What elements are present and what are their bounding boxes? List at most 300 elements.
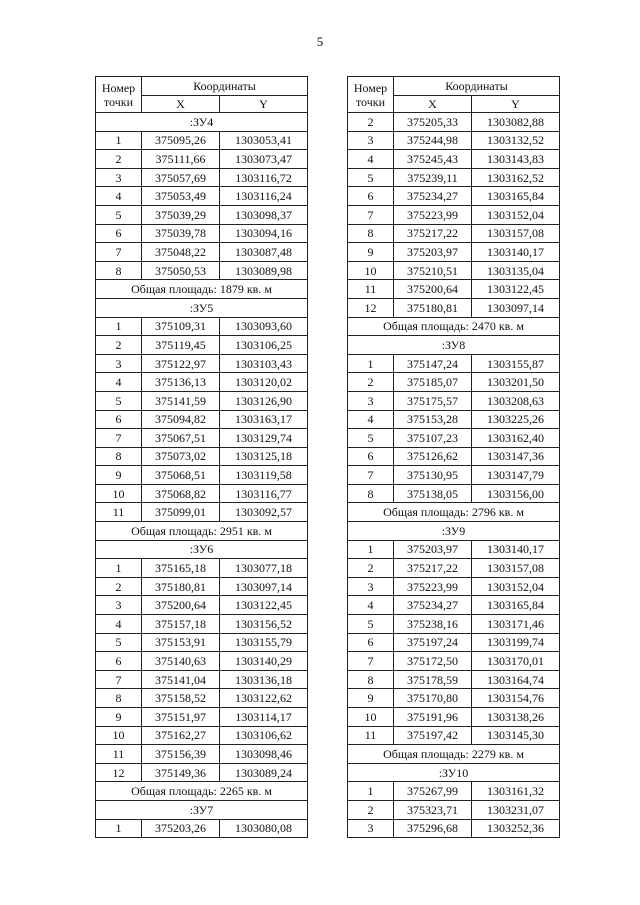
table-row [96, 577, 308, 596]
table-row [348, 410, 560, 429]
section-row [348, 336, 560, 355]
total-area-label: Общая площадь: 2951 кв. м [96, 522, 308, 541]
table-row [348, 113, 560, 132]
x-coordinate-cell: 375130,95 [394, 466, 472, 485]
point-number-cell: 12 [348, 298, 394, 317]
table-row [348, 447, 560, 466]
page-number: 5 [316, 34, 324, 49]
total-area-label: Общая площадь: 1879 кв. м [96, 280, 308, 299]
table-row [96, 726, 308, 745]
table-row [348, 429, 560, 448]
section-label: :ЗУ7 [96, 800, 308, 819]
table-row [96, 131, 308, 150]
y-coordinate-cell: 1303136,18 [220, 670, 308, 689]
y-coordinate-cell: 1303116,77 [220, 484, 308, 503]
y-coordinate-cell: 1303157,08 [472, 559, 560, 578]
x-coordinate-cell: 375185,07 [394, 373, 472, 392]
point-number-cell: 5 [96, 205, 142, 224]
y-coordinate-cell: 1303199,74 [472, 633, 560, 652]
x-coordinate-cell: 375149,36 [142, 763, 220, 782]
table-row [96, 410, 308, 429]
x-coordinate-cell: 375151,97 [142, 708, 220, 727]
x-coordinate-cell: 375107,23 [394, 429, 472, 448]
table-row [348, 819, 560, 838]
point-number-cell: 3 [96, 354, 142, 373]
table-row [96, 317, 308, 336]
table-row [96, 503, 308, 522]
y-coordinate-cell: 1303171,46 [472, 615, 560, 634]
y-coordinate-cell: 1303092,57 [220, 503, 308, 522]
y-coordinate-cell: 1303120,02 [220, 373, 308, 392]
point-number-cell: 5 [348, 168, 394, 187]
table-row [96, 224, 308, 243]
point-number-cell: 6 [348, 633, 394, 652]
point-number-cell: 9 [348, 243, 394, 262]
table-row [348, 280, 560, 299]
y-coordinate-cell: 1303155,79 [220, 633, 308, 652]
y-coordinate-cell: 1303122,45 [220, 596, 308, 615]
point-number-cell: 7 [96, 670, 142, 689]
point-number-cell: 4 [96, 615, 142, 634]
x-coordinate-cell: 375057,69 [142, 168, 220, 187]
table-row [96, 261, 308, 280]
point-number-cell: 4 [348, 596, 394, 615]
point-number-cell: 8 [348, 484, 394, 503]
table-row [96, 243, 308, 262]
x-coordinate-cell: 375197,24 [394, 633, 472, 652]
x-coordinate-cell: 375157,18 [142, 615, 220, 634]
point-number-cell: 2 [348, 373, 394, 392]
point-number-cell: 3 [348, 819, 394, 838]
point-number-cell: 7 [348, 205, 394, 224]
y-coordinate-cell: 1303155,87 [472, 354, 560, 373]
y-coordinate-cell: 1303098,46 [220, 745, 308, 764]
point-number-cell: 1 [96, 317, 142, 336]
x-coordinate-cell: 375153,91 [142, 633, 220, 652]
x-coordinate-cell: 375050,53 [142, 261, 220, 280]
point-number-cell: 10 [96, 484, 142, 503]
y-coordinate-cell: 1303122,62 [220, 689, 308, 708]
x-coordinate-cell: 375200,64 [142, 596, 220, 615]
y-coordinate-cell: 1303252,36 [472, 819, 560, 838]
table-row [96, 429, 308, 448]
point-number-cell: 6 [348, 447, 394, 466]
table-row [96, 652, 308, 671]
y-coordinate-cell: 1303162,52 [472, 168, 560, 187]
y-coordinate-cell: 1303129,74 [220, 429, 308, 448]
table-row [96, 150, 308, 169]
section-label: :ЗУ8 [348, 336, 560, 355]
y-coordinate-cell: 1303147,36 [472, 447, 560, 466]
point-number-cell: 2 [96, 150, 142, 169]
point-number-cell: 4 [96, 373, 142, 392]
point-number-cell: 5 [348, 429, 394, 448]
y-coordinate-cell: 1303147,79 [472, 466, 560, 485]
point-number-cell: 11 [96, 503, 142, 522]
y-coordinate-cell: 1303119,58 [220, 466, 308, 485]
point-number-cell: 6 [96, 652, 142, 671]
point-number-cell: 8 [348, 224, 394, 243]
table-body [348, 113, 560, 838]
table-row [348, 150, 560, 169]
x-coordinate-cell: 375153,28 [394, 410, 472, 429]
y-coordinate-cell: 1303163,17 [220, 410, 308, 429]
x-coordinate-cell: 375267,99 [394, 782, 472, 801]
point-number-cell: 5 [96, 391, 142, 410]
y-coordinate-cell: 1303140,17 [472, 540, 560, 559]
section-row [348, 763, 560, 782]
y-coordinate-cell: 1303077,18 [220, 559, 308, 578]
table-row [348, 615, 560, 634]
point-number-cell: 7 [348, 466, 394, 485]
x-coordinate-cell: 375053,49 [142, 187, 220, 206]
point-number-cell: 3 [96, 596, 142, 615]
x-coordinate-cell: 375197,42 [394, 726, 472, 745]
point-number-cell: 12 [96, 763, 142, 782]
y-coordinate-cell: 1303103,43 [220, 354, 308, 373]
total-area-row [348, 745, 560, 764]
x-coordinate-cell: 375245,43 [394, 150, 472, 169]
section-label: :ЗУ9 [348, 522, 560, 541]
table-row [348, 670, 560, 689]
point-number-cell: 6 [348, 187, 394, 206]
table-row [96, 596, 308, 615]
table-row [348, 708, 560, 727]
y-coordinate-cell: 1303231,07 [472, 800, 560, 819]
y-coordinate-cell: 1303162,40 [472, 429, 560, 448]
y-coordinate-cell: 1303208,63 [472, 391, 560, 410]
y-coordinate-cell: 1303087,48 [220, 243, 308, 262]
point-number-cell: 7 [96, 429, 142, 448]
x-coordinate-cell: 375203,97 [394, 243, 472, 262]
table-row [348, 577, 560, 596]
point-number-cell: 8 [348, 670, 394, 689]
point-number-header: Номер точки [96, 77, 142, 113]
x-coordinate-cell: 375203,26 [142, 819, 220, 838]
table-row [96, 205, 308, 224]
point-number-cell: 10 [348, 708, 394, 727]
y-coordinate-cell: 1303138,26 [472, 708, 560, 727]
point-number-cell: 11 [348, 726, 394, 745]
table-row [96, 391, 308, 410]
x-coordinate-cell: 375138,05 [394, 484, 472, 503]
table-row [96, 336, 308, 355]
y-header: Y [472, 96, 560, 113]
x-coordinate-cell: 375238,16 [394, 615, 472, 634]
y-coordinate-cell: 1303098,37 [220, 205, 308, 224]
section-label: :ЗУ4 [96, 113, 308, 132]
x-coordinate-cell: 375323,71 [394, 800, 472, 819]
x-coordinate-cell: 375217,22 [394, 559, 472, 578]
total-area-label: Общая площадь: 2279 кв. м [348, 745, 560, 764]
x-coordinate-cell: 375296,68 [394, 819, 472, 838]
y-coordinate-cell: 1303094,16 [220, 224, 308, 243]
y-coordinate-cell: 1303089,24 [220, 763, 308, 782]
x-header: X [142, 96, 220, 113]
y-coordinate-cell: 1303135,04 [472, 261, 560, 280]
point-number-cell: 11 [348, 280, 394, 299]
total-area-row [348, 317, 560, 336]
table-row [348, 596, 560, 615]
point-number-cell: 5 [96, 633, 142, 652]
coordinates-table-left [95, 76, 308, 838]
table-row [96, 745, 308, 764]
x-coordinate-cell: 375205,33 [394, 113, 472, 132]
table-row [96, 689, 308, 708]
table-row [348, 652, 560, 671]
point-number-cell: 4 [96, 187, 142, 206]
table-row [348, 298, 560, 317]
y-coordinate-cell: 1303156,52 [220, 615, 308, 634]
x-coordinate-cell: 375172,50 [394, 652, 472, 671]
point-number-cell: 5 [348, 615, 394, 634]
table-row [96, 354, 308, 373]
point-number-cell: 6 [96, 224, 142, 243]
y-coordinate-cell: 1303170,01 [472, 652, 560, 671]
x-coordinate-cell: 375111,66 [142, 150, 220, 169]
table-row [348, 726, 560, 745]
x-coordinate-cell: 375067,51 [142, 429, 220, 448]
total-area-row [96, 522, 308, 541]
coordinates-header: Координаты [142, 77, 308, 96]
point-number-cell: 3 [348, 577, 394, 596]
x-coordinate-cell: 375141,59 [142, 391, 220, 410]
y-coordinate-cell: 1303164,74 [472, 670, 560, 689]
y-coordinate-cell: 1303165,84 [472, 596, 560, 615]
y-coordinate-cell: 1303122,45 [472, 280, 560, 299]
section-row [96, 540, 308, 559]
point-number-cell: 1 [348, 540, 394, 559]
point-number-cell: 7 [348, 652, 394, 671]
x-coordinate-cell: 375175,57 [394, 391, 472, 410]
x-coordinate-cell: 375094,82 [142, 410, 220, 429]
y-coordinate-cell: 1303126,90 [220, 391, 308, 410]
point-number-cell: 1 [96, 131, 142, 150]
total-area-label: Общая площадь: 2470 кв. м [348, 317, 560, 336]
y-coordinate-cell: 1303097,14 [220, 577, 308, 596]
coordinates-header: Координаты [394, 77, 560, 96]
table-row [96, 819, 308, 838]
x-coordinate-cell: 375136,13 [142, 373, 220, 392]
y-coordinate-cell: 1303143,83 [472, 150, 560, 169]
table-row [348, 689, 560, 708]
table-row [348, 800, 560, 819]
y-coordinate-cell: 1303114,17 [220, 708, 308, 727]
table-row [96, 708, 308, 727]
x-coordinate-cell: 375162,27 [142, 726, 220, 745]
y-coordinate-cell: 1303053,41 [220, 131, 308, 150]
table-row [348, 391, 560, 410]
x-coordinate-cell: 375156,39 [142, 745, 220, 764]
point-number-cell: 6 [96, 410, 142, 429]
x-coordinate-cell: 375217,22 [394, 224, 472, 243]
y-coordinate-cell: 1303093,60 [220, 317, 308, 336]
x-coordinate-cell: 375109,31 [142, 317, 220, 336]
x-coordinate-cell: 375039,29 [142, 205, 220, 224]
point-number-cell: 3 [348, 131, 394, 150]
table-row [348, 373, 560, 392]
total-area-label: Общая площадь: 2796 кв. м [348, 503, 560, 522]
point-number-cell: 9 [96, 708, 142, 727]
x-coordinate-cell: 375140,63 [142, 652, 220, 671]
section-label: :ЗУ10 [348, 763, 560, 782]
table-row [348, 559, 560, 578]
section-row [348, 522, 560, 541]
y-coordinate-cell: 1303145,30 [472, 726, 560, 745]
section-row [96, 113, 308, 132]
y-coordinate-cell: 1303156,00 [472, 484, 560, 503]
x-coordinate-cell: 375200,64 [394, 280, 472, 299]
x-coordinate-cell: 375244,98 [394, 131, 472, 150]
table-row [348, 131, 560, 150]
y-header: Y [220, 96, 308, 113]
y-coordinate-cell: 1303132,52 [472, 131, 560, 150]
point-number-cell: 10 [96, 726, 142, 745]
table-row [348, 243, 560, 262]
x-coordinate-cell: 375126,62 [394, 447, 472, 466]
point-number-cell: 4 [348, 410, 394, 429]
point-number-cell: 3 [96, 168, 142, 187]
x-coordinate-cell: 375073,02 [142, 447, 220, 466]
y-coordinate-cell: 1303140,29 [220, 652, 308, 671]
y-coordinate-cell: 1303073,47 [220, 150, 308, 169]
table-row [96, 187, 308, 206]
x-coordinate-cell: 375122,97 [142, 354, 220, 373]
point-number-cell: 1 [96, 819, 142, 838]
table-row [348, 466, 560, 485]
x-coordinate-cell: 375068,82 [142, 484, 220, 503]
x-coordinate-cell: 375165,18 [142, 559, 220, 578]
point-number-cell: 10 [348, 261, 394, 280]
table-row [348, 224, 560, 243]
section-row [96, 800, 308, 819]
point-number-cell: 2 [96, 577, 142, 596]
y-coordinate-cell: 1303201,50 [472, 373, 560, 392]
x-coordinate-cell: 375223,99 [394, 205, 472, 224]
table-row [348, 168, 560, 187]
table-row [348, 540, 560, 559]
y-coordinate-cell: 1303097,14 [472, 298, 560, 317]
table-row [96, 168, 308, 187]
total-area-row [96, 280, 308, 299]
y-coordinate-cell: 1303106,62 [220, 726, 308, 745]
x-coordinate-cell: 375180,81 [394, 298, 472, 317]
table-row [96, 484, 308, 503]
total-area-row [96, 782, 308, 801]
table-row [96, 466, 308, 485]
section-label: :ЗУ6 [96, 540, 308, 559]
x-coordinate-cell: 375119,45 [142, 336, 220, 355]
y-coordinate-cell: 1303140,17 [472, 243, 560, 262]
point-number-cell: 1 [348, 782, 394, 801]
table-header [348, 77, 560, 113]
x-coordinate-cell: 375180,81 [142, 577, 220, 596]
point-number-cell: 4 [348, 150, 394, 169]
x-coordinate-cell: 375210,51 [394, 261, 472, 280]
table-row [348, 354, 560, 373]
x-coordinate-cell: 375095,26 [142, 131, 220, 150]
x-coordinate-cell: 375068,51 [142, 466, 220, 485]
table-row [348, 261, 560, 280]
x-coordinate-cell: 375099,01 [142, 503, 220, 522]
table-row [96, 670, 308, 689]
table-row [348, 782, 560, 801]
point-number-cell: 2 [348, 113, 394, 132]
table-row [96, 447, 308, 466]
y-coordinate-cell: 1303165,84 [472, 187, 560, 206]
x-coordinate-cell: 375178,59 [394, 670, 472, 689]
y-coordinate-cell: 1303152,04 [472, 577, 560, 596]
point-number-cell: 2 [348, 800, 394, 819]
point-number-cell: 3 [348, 391, 394, 410]
y-coordinate-cell: 1303152,04 [472, 205, 560, 224]
y-coordinate-cell: 1303157,08 [472, 224, 560, 243]
x-header: X [394, 96, 472, 113]
y-coordinate-cell: 1303116,24 [220, 187, 308, 206]
x-coordinate-cell: 375048,22 [142, 243, 220, 262]
point-number-cell: 11 [96, 745, 142, 764]
section-row [96, 298, 308, 317]
x-coordinate-cell: 375170,80 [394, 689, 472, 708]
y-coordinate-cell: 1303082,88 [472, 113, 560, 132]
x-coordinate-cell: 375223,99 [394, 577, 472, 596]
table-header [96, 77, 308, 113]
total-area-label: Общая площадь: 2265 кв. м [96, 782, 308, 801]
table-row [96, 615, 308, 634]
point-number-cell: 2 [348, 559, 394, 578]
y-coordinate-cell: 1303125,18 [220, 447, 308, 466]
point-number-cell: 8 [96, 261, 142, 280]
x-coordinate-cell: 375203,97 [394, 540, 472, 559]
y-coordinate-cell: 1303161,32 [472, 782, 560, 801]
point-number-cell: 8 [96, 447, 142, 466]
table-row [96, 559, 308, 578]
point-number-cell: 9 [96, 466, 142, 485]
y-coordinate-cell: 1303080,08 [220, 819, 308, 838]
x-coordinate-cell: 375234,27 [394, 187, 472, 206]
point-number-header: Номер точки [348, 77, 394, 113]
x-coordinate-cell: 375147,24 [394, 354, 472, 373]
x-coordinate-cell: 375039,78 [142, 224, 220, 243]
y-coordinate-cell: 1303154,76 [472, 689, 560, 708]
point-number-cell: 7 [96, 243, 142, 262]
table-row [348, 205, 560, 224]
table-row [96, 763, 308, 782]
point-number-cell: 9 [348, 689, 394, 708]
point-number-cell: 2 [96, 336, 142, 355]
table-row [96, 373, 308, 392]
x-coordinate-cell: 375141,04 [142, 670, 220, 689]
y-coordinate-cell: 1303106,25 [220, 336, 308, 355]
x-coordinate-cell: 375191,96 [394, 708, 472, 727]
y-coordinate-cell: 1303089,98 [220, 261, 308, 280]
table-row [348, 187, 560, 206]
point-number-cell: 1 [348, 354, 394, 373]
x-coordinate-cell: 375158,52 [142, 689, 220, 708]
x-coordinate-cell: 375234,27 [394, 596, 472, 615]
coordinates-table-right [347, 76, 560, 838]
table-row [96, 633, 308, 652]
table-row [348, 633, 560, 652]
table-row [348, 484, 560, 503]
y-coordinate-cell: 1303116,72 [220, 168, 308, 187]
y-coordinate-cell: 1303225,26 [472, 410, 560, 429]
x-coordinate-cell: 375239,11 [394, 168, 472, 187]
section-label: :ЗУ5 [96, 298, 308, 317]
point-number-cell: 8 [96, 689, 142, 708]
total-area-row [348, 503, 560, 522]
table-body [96, 113, 308, 838]
